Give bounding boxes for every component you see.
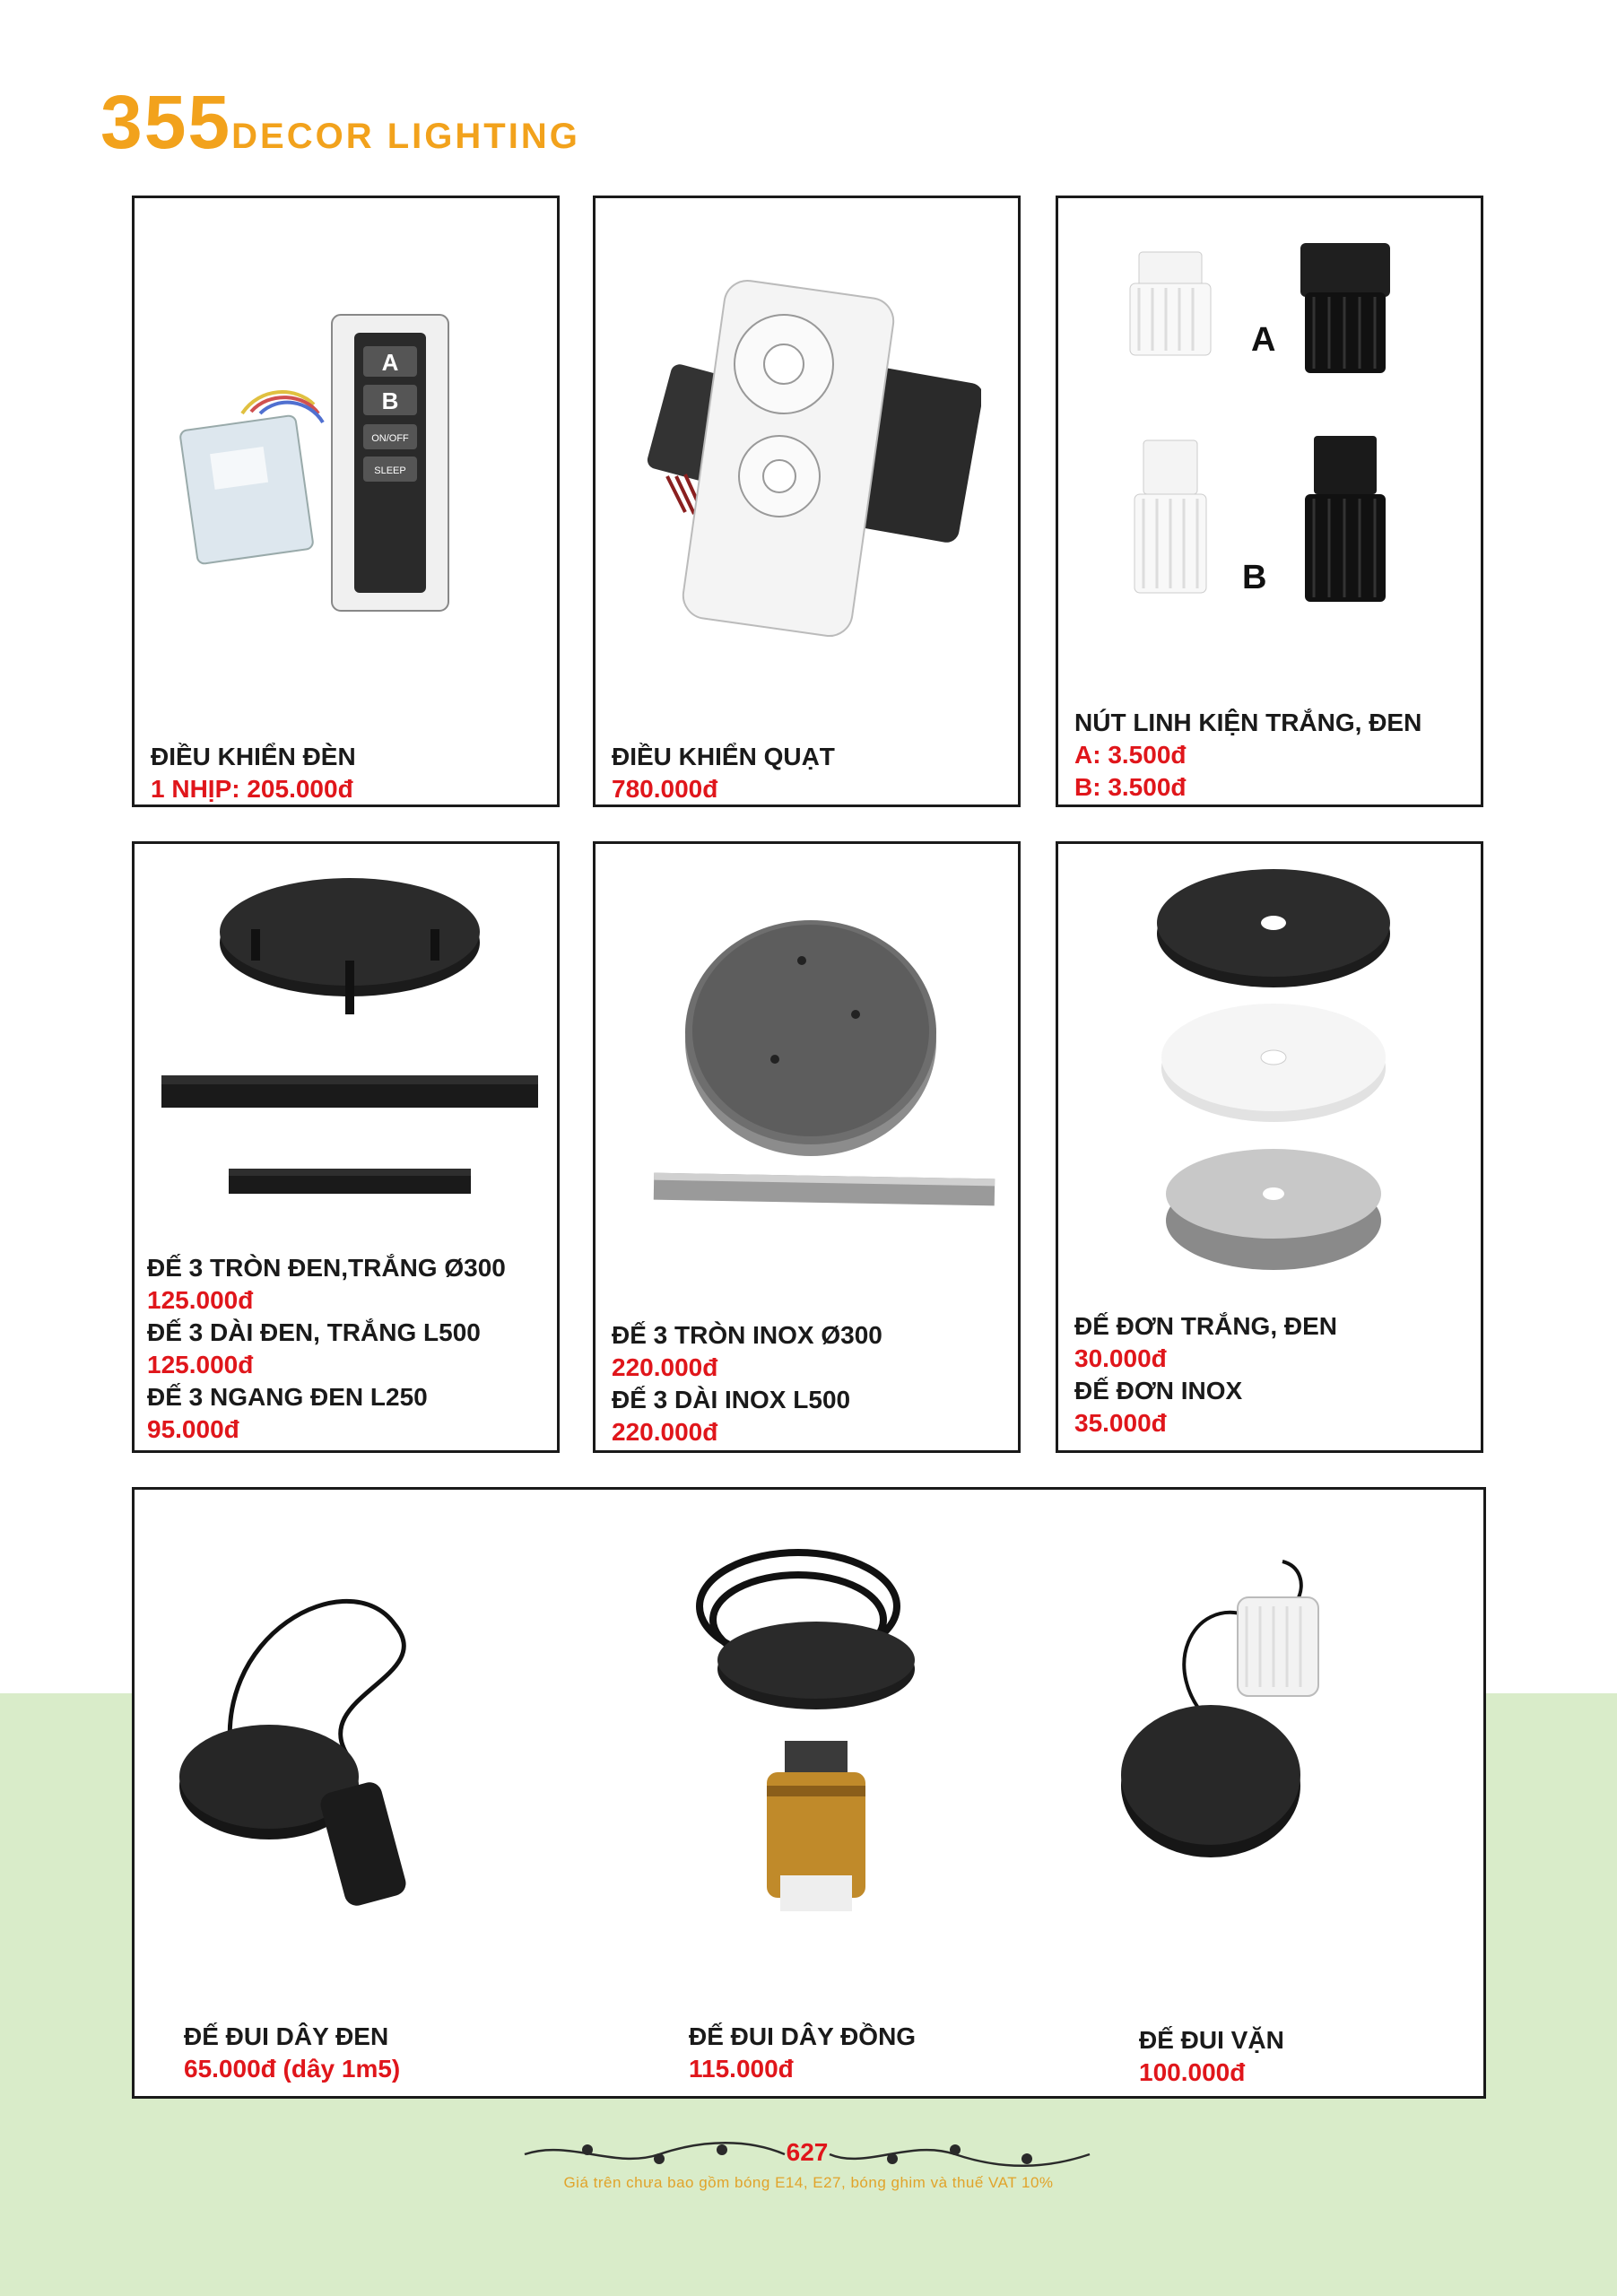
strain-relief-image bbox=[1121, 234, 1426, 629]
single-canopy-image bbox=[1148, 862, 1399, 1274]
product-name: ĐẾ 3 TRÒN ĐEN,TRẮNG Ø300 bbox=[147, 1254, 506, 1282]
caption-strain-relief bbox=[1074, 707, 1421, 804]
product-name: NÚT LINH KIỆN TRẮNG, ĐEN bbox=[1074, 709, 1422, 736]
product-price: 220.000đ bbox=[612, 1353, 718, 1381]
black-bushing-a bbox=[1300, 243, 1390, 373]
caption-pendant-black bbox=[184, 2021, 400, 2085]
page-number: 627 bbox=[786, 2138, 829, 2166]
product-name: ĐẾ ĐƠN INOX bbox=[1074, 1377, 1243, 1405]
caption-black-canopy-set bbox=[147, 1252, 506, 1446]
product-price: 95.000đ bbox=[147, 1415, 239, 1443]
brand-logo bbox=[100, 79, 580, 164]
light-remote-image bbox=[179, 306, 502, 629]
fan-remote-image bbox=[640, 279, 981, 638]
product-price: 100.000đ bbox=[1139, 2058, 1246, 2086]
product-price: 220.000đ bbox=[612, 1418, 718, 1446]
product-name: ĐẾ 3 NGANG ĐEN L250 bbox=[147, 1383, 428, 1411]
inox-canopy-set-image bbox=[622, 916, 999, 1221]
price-footnote: Giá trên chưa bao gồm bóng E14, E27, bóng ghim và thuế VAT 10% bbox=[563, 2174, 1054, 2191]
receiver-module bbox=[179, 392, 323, 564]
product-price: 30.000đ bbox=[1074, 1344, 1167, 1372]
product-name: ĐẾ ĐUI VẶN bbox=[1139, 2026, 1284, 2054]
white-bushing-a bbox=[1130, 252, 1211, 355]
pendant-black-image bbox=[170, 1544, 529, 1920]
product-price: 115.000đ bbox=[689, 2055, 794, 2083]
product-price-b: B: 3.500đ bbox=[1074, 773, 1187, 801]
product-name: ĐẾ 3 DÀI INOX L500 bbox=[612, 1386, 851, 1413]
product-price-a: A: 3.500đ bbox=[1074, 741, 1187, 769]
svg-text:A: A bbox=[1251, 321, 1276, 359]
product-name: ĐẾ ĐƠN TRẮNG, ĐEN bbox=[1074, 1312, 1338, 1340]
product-price: 1 NHỊP: 205.000đ bbox=[151, 775, 353, 803]
product-name: ĐẾ ĐUI DÂY ĐEN bbox=[184, 2022, 389, 2050]
caption-light-remote bbox=[151, 741, 356, 805]
pendant-brass-image bbox=[673, 1535, 960, 1929]
svg-text:ON/OFF: ON/OFF bbox=[371, 433, 409, 444]
product-name: ĐẾ 3 DÀI ĐEN, TRẮNG L500 bbox=[147, 1318, 481, 1346]
white-bushing-b bbox=[1135, 440, 1206, 593]
product-name: ĐIỀU KHIỂN ĐÈN bbox=[151, 743, 356, 770]
pendant-twist-image bbox=[1103, 1544, 1426, 1920]
product-name: ĐẾ ĐUI DÂY ĐỒNG bbox=[689, 2022, 917, 2050]
product-card-strain-relief bbox=[1056, 196, 1483, 807]
black-bushing-b bbox=[1305, 436, 1386, 602]
remote-handset bbox=[332, 315, 448, 611]
product-price: 35.000đ bbox=[1074, 1409, 1167, 1437]
svg-text:SLEEP: SLEEP bbox=[374, 465, 406, 476]
svg-text:B: B bbox=[381, 387, 399, 414]
product-price: 125.000đ bbox=[147, 1351, 254, 1378]
brand-number: 355 bbox=[100, 80, 232, 164]
caption-pendant-brass bbox=[689, 2021, 916, 2085]
caption-single-canopy bbox=[1074, 1310, 1337, 1439]
svg-text:B: B bbox=[1242, 559, 1267, 596]
svg-text:A: A bbox=[381, 349, 399, 376]
caption-pendant-twist bbox=[1139, 2024, 1284, 2089]
product-card-light-remote bbox=[132, 196, 560, 807]
caption-inox-canopy-set bbox=[612, 1319, 882, 1448]
product-card-inox-canopy-set bbox=[593, 841, 1021, 1453]
product-price: 780.000đ bbox=[612, 775, 718, 803]
product-card-black-canopy-set bbox=[132, 841, 560, 1453]
product-name: ĐIỀU KHIỂN QUẠT bbox=[612, 743, 835, 770]
product-price: 125.000đ bbox=[147, 1286, 254, 1314]
product-card-pendant-holders bbox=[132, 1487, 1486, 2099]
product-card-single-canopy bbox=[1056, 841, 1483, 1453]
caption-fan-remote bbox=[612, 741, 835, 805]
product-card-fan-remote bbox=[593, 196, 1021, 807]
product-price: 65.000đ (dây 1m5) bbox=[184, 2055, 401, 2083]
product-name: ĐẾ 3 TRÒN INOX Ø300 bbox=[612, 1321, 882, 1349]
black-canopy-set-image bbox=[161, 862, 538, 1203]
brand-text: DECOR LIGHTING bbox=[231, 117, 580, 156]
